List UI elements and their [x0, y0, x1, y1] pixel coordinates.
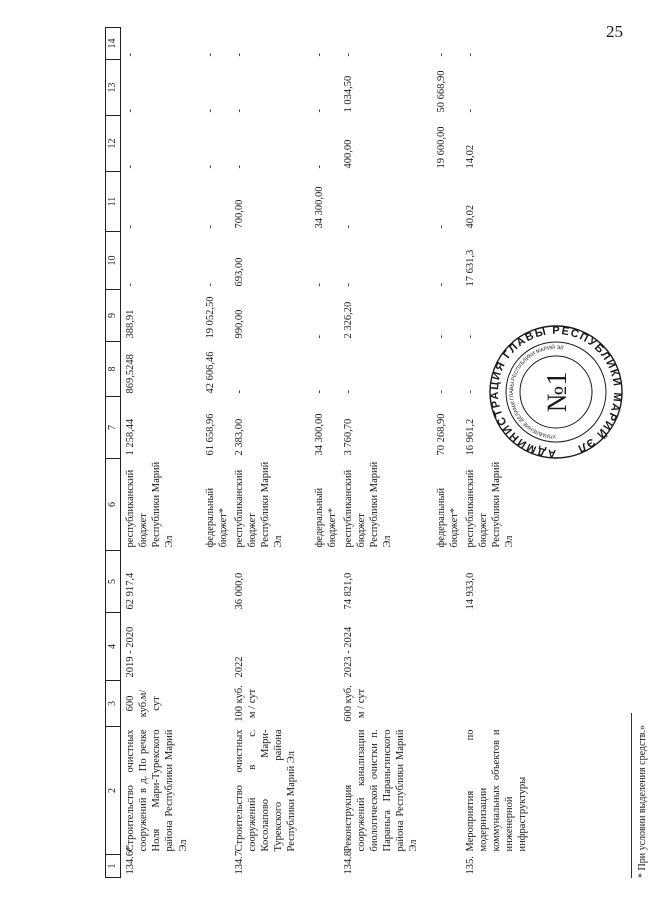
- table-cell: 134.8.: [342, 848, 354, 875]
- table-cell: [421, 681, 461, 727]
- table-cell: 2023 - 2024: [342, 626, 354, 678]
- official-seal: [488, 324, 624, 460]
- table-cell: -: [435, 335, 447, 339]
- table-cell: -: [125, 165, 136, 169]
- column-header: 10: [106, 232, 121, 290]
- footnote: * При условии выделения средств.»: [637, 725, 648, 878]
- table-cell: 36 000,0: [233, 572, 245, 610]
- column-number-row: [106, 28, 121, 878]
- table-cell: -: [313, 165, 325, 169]
- table-cell: Мероприятия по модернизации коммунальных объектов и инженерной инфраструктуры: [464, 729, 529, 852]
- table-cell: 990,00: [233, 309, 245, 339]
- table-cell: -: [204, 165, 216, 169]
- table-cell: 34 300,00: [313, 413, 325, 456]
- table-cell: 134.6*: [125, 845, 136, 875]
- table-cell: Реконструкция сооружений канализации биологической очистки п. Параньга Параньгинского района Республики Марий Эл: [342, 729, 420, 852]
- table-cell: [190, 551, 230, 613]
- table-cell: [299, 855, 339, 878]
- table-cell: 400,00: [342, 139, 354, 169]
- table-cell: [299, 551, 339, 613]
- table-cell: [190, 855, 230, 878]
- table-cell: республиканский бюджет Республики Марий Эл: [464, 461, 516, 548]
- table-subrow: [299, 28, 339, 878]
- table-cell: -: [233, 165, 245, 169]
- table-cell: -: [204, 225, 216, 229]
- table-row: [230, 28, 299, 878]
- table-cell: -: [435, 225, 447, 229]
- column-header: 14: [106, 28, 121, 60]
- table-cell: [421, 855, 461, 878]
- table-cell: -: [125, 109, 136, 113]
- table-cell: федеральный бюджет*: [435, 487, 460, 548]
- table-cell: [299, 681, 339, 727]
- table-cell: 74 821,0: [342, 572, 354, 610]
- column-header: 8: [106, 342, 121, 397]
- table-cell: 34 300,00: [313, 186, 325, 229]
- table-cell: федеральный бюджет*: [313, 487, 338, 548]
- table-cell: 388,91: [125, 309, 136, 339]
- table-cell: -: [435, 53, 447, 57]
- table-cell: -: [435, 283, 447, 287]
- table-cell: -: [233, 109, 245, 113]
- column-header: 13: [106, 60, 121, 116]
- table-cell: 14,02: [464, 144, 476, 169]
- table-cell: -: [313, 390, 325, 394]
- table-cell: -: [313, 109, 325, 113]
- rotated-table-page: [105, 28, 665, 878]
- table-subrow: [421, 28, 461, 878]
- footnote-divider: [631, 713, 632, 878]
- table-row: [121, 28, 190, 878]
- table-cell: 16 961,2: [464, 418, 476, 456]
- column-header: 7: [106, 397, 121, 459]
- table-cell: 2 326,20: [342, 301, 354, 339]
- column-header: 11: [106, 172, 121, 232]
- table-cell: -: [435, 390, 447, 394]
- table-body: [121, 28, 530, 878]
- table-cell: -: [342, 225, 354, 229]
- table-cell: -: [125, 283, 136, 287]
- table-cell: -: [342, 390, 354, 394]
- table-cell: 19 052,50: [204, 296, 216, 339]
- column-header: 5: [106, 551, 121, 613]
- table-cell: [421, 727, 461, 855]
- table-cell: 135.: [464, 856, 476, 875]
- table-cell: 17 631,3: [464, 249, 476, 287]
- table-cell: 14 933,0: [464, 572, 476, 610]
- table-cell: [299, 613, 339, 681]
- table-cell: -: [204, 53, 216, 57]
- table-cell: республиканский бюджет Республики Марий Эл: [125, 461, 176, 548]
- table-cell: -: [204, 109, 216, 113]
- table-cell: 2 383,00: [233, 418, 245, 456]
- table-cell: 869,5248: [125, 354, 136, 394]
- table-cell: 100 куб. м / сут: [233, 685, 258, 722]
- table-cell: Строительство очистных сооружений в д. По речке Ноля Мари-Турекского района Республики Марий Эл: [125, 729, 189, 852]
- table-cell: 2022: [233, 656, 245, 678]
- table-cell: 693,00: [233, 257, 245, 287]
- table-cell: 42 606,46: [204, 351, 216, 394]
- table-cell: 700,00: [233, 199, 245, 229]
- program-table: [105, 27, 529, 878]
- table-cell: -: [342, 53, 354, 57]
- table-cell: [190, 727, 230, 855]
- column-header: 9: [106, 290, 121, 342]
- table-cell: -: [464, 53, 476, 57]
- table-cell: 600 куб. м / сут: [342, 685, 367, 722]
- column-header: 4: [106, 613, 121, 681]
- seal-inner-text: УПРАВЛЕНИЕ ДЕЛАМИ ГЛАВЫ РЕСПУБЛИКИ МАРИЙ ЭЛ: [508, 344, 564, 440]
- column-header: 3: [106, 681, 121, 727]
- table-cell: федеральный бюджет*: [204, 487, 229, 548]
- table-cell: 134.7: [233, 850, 245, 875]
- table-cell: [190, 681, 230, 727]
- table-cell: 62 917,4: [125, 572, 136, 610]
- table-cell: 1 034,50: [342, 75, 354, 113]
- seal-number: №1: [542, 371, 573, 413]
- table-cell: -: [125, 225, 136, 229]
- table-cell: -: [464, 335, 476, 339]
- table-cell: -: [313, 53, 325, 57]
- column-header: 1: [106, 855, 121, 878]
- table-cell: Строительство очистных сооружений в с. Косолапово Мари-Турекского района Республики Марий Эл: [233, 729, 298, 852]
- table-cell: -: [464, 390, 476, 394]
- table-cell: -: [125, 53, 136, 57]
- table-cell: 600 куб.м/сут: [125, 689, 163, 718]
- table-cell: 40,02: [464, 204, 476, 229]
- seal-outer-text: АДМИНИСТРАЦИЯ ГЛАВЫ РЕСПУБЛИКИ МАРИЙ ЭЛ: [488, 324, 624, 460]
- column-header: 2: [106, 727, 121, 855]
- table-cell: -: [204, 283, 216, 287]
- column-header: 12: [106, 116, 121, 172]
- table-cell: -: [464, 109, 476, 113]
- table-cell: [299, 727, 339, 855]
- table-cell: 2019 - 2020: [125, 626, 136, 678]
- table-cell: 1 258,44: [125, 418, 136, 456]
- table-cell: 61 658,96: [204, 413, 216, 456]
- table-cell: [461, 681, 530, 727]
- column-header: 6: [106, 459, 121, 551]
- table-cell: -: [233, 390, 245, 394]
- table-cell: [421, 551, 461, 613]
- table-cell: -: [313, 283, 325, 287]
- table-cell: 19 600,00: [435, 126, 447, 169]
- table-cell: республиканский бюджет Республики Марий Эл: [233, 461, 285, 548]
- table-cell: -: [313, 335, 325, 339]
- table-cell: -: [233, 53, 245, 57]
- table-row: [339, 28, 421, 878]
- table-cell: 3 760,70: [342, 418, 354, 456]
- table-cell: -: [342, 283, 354, 287]
- table-cell: [421, 613, 461, 681]
- page-number: 25: [606, 22, 623, 41]
- table-cell: [190, 613, 230, 681]
- table-subrow: [190, 28, 230, 878]
- table-cell: республиканский бюджет Республики Марий Эл: [342, 461, 394, 548]
- table-cell: [461, 613, 530, 681]
- table-cell: 50 668,90: [435, 70, 447, 113]
- table-cell: 70 268,90: [435, 413, 447, 456]
